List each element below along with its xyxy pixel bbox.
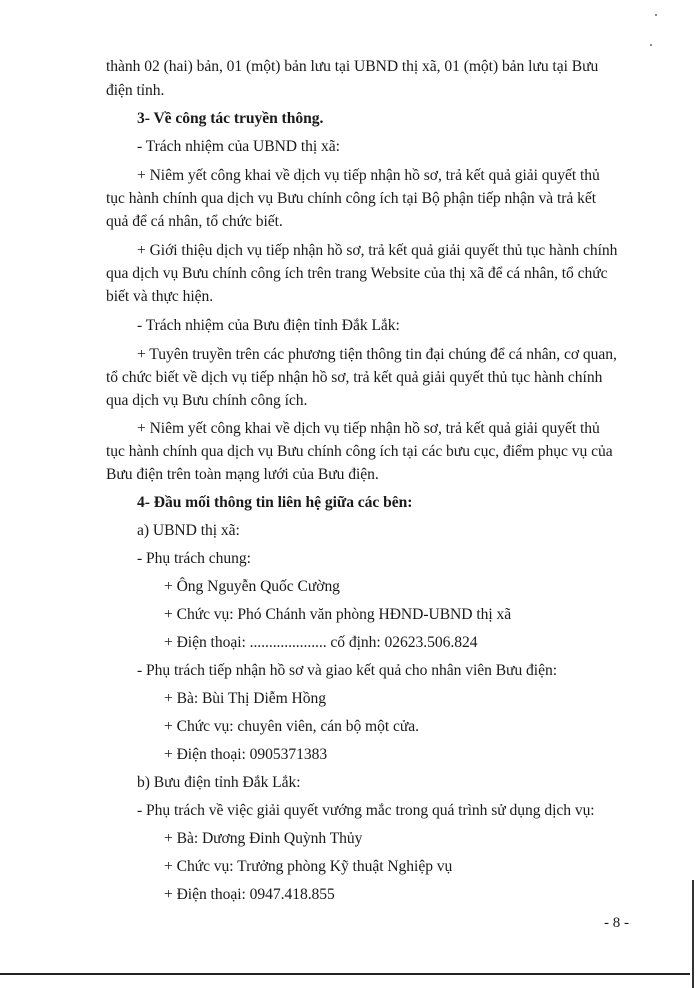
- paragraph-line: b) Bưu điện tỉnh Đắk Lắk:: [137, 774, 301, 791]
- scan-speck: [650, 44, 652, 46]
- paragraph-line: + Tuyên truyền trên các phương tiện thông tin đại chúng để cá nhân, cơ quan,: [137, 346, 617, 363]
- paragraph-line: + Niêm yết công khai về dịch vụ tiếp nhận hồ sơ, trả kết quả giải quyết thủ: [137, 420, 600, 437]
- paragraph-line: tục hành chính qua dịch vụ Bưu chính công ích tại các bưu cục, điểm phục vụ của: [106, 443, 613, 460]
- paragraph-line: thành 02 (hai) bản, 01 (một) bản lưu tại UBND thị xã, 01 (một) bản lưu tại Bưu: [106, 58, 599, 75]
- paragraph-line: + Bà: Bùi Thị Diễm Hồng: [164, 690, 326, 707]
- paragraph-line: + Điện thoại: 0947.418.855: [164, 886, 335, 903]
- paragraph-line: - Trách nhiệm của UBND thị xã:: [137, 138, 340, 155]
- paragraph-line: Bưu điện trên toàn mạng lưới của Bưu điện.: [106, 466, 379, 483]
- paragraph-line: + Chức vụ: Phó Chánh văn phòng HĐND-UBND thị xã: [164, 606, 512, 623]
- paragraph-line: + Điện thoại: .................... cố định: 02623.506.824: [164, 634, 478, 651]
- paragraph-line: + Chức vụ: Trưởng phòng Kỹ thuật Nghiệp vụ: [164, 858, 453, 875]
- page-number: - 8 -: [604, 915, 629, 931]
- paragraph-line: + Giới thiệu dịch vụ tiếp nhận hồ sơ, trả kết quả giải quyết thủ tục hành chính: [137, 242, 618, 259]
- section-heading: 3- Về công tác truyền thông.: [137, 110, 324, 127]
- paragraph-line: + Chức vụ: chuyên viên, cán bộ một cửa.: [164, 718, 419, 735]
- paragraph-line: qua dịch vụ Bưu chính công ích trên trang Website của thị xã để cá nhân, tổ chức: [106, 265, 608, 282]
- paragraph-line: - Phụ trách tiếp nhận hồ sơ và giao kết quả cho nhân viên Bưu điện:: [137, 662, 557, 679]
- section-heading: 4- Đầu mối thông tin liên hệ giữa các bên:: [137, 494, 413, 511]
- paragraph-line: + Bà: Dương Đinh Quỳnh Thủy: [164, 830, 363, 847]
- scan-bottom-line: [0, 973, 690, 975]
- paragraph-line: - Trách nhiệm của Bưu điện tỉnh Đắk Lắk:: [137, 317, 400, 334]
- paragraph-line: - Phụ trách về việc giải quyết vướng mắc trong quá trình sử dụng dịch vụ:: [137, 802, 595, 819]
- paragraph-line: quả để cá nhân, tổ chức biết.: [106, 213, 283, 230]
- paragraph-line: + Điện thoại: 0905371383: [164, 746, 328, 763]
- scan-speck: [655, 14, 657, 16]
- paragraph-line: biết và thực hiện.: [106, 288, 214, 305]
- paragraph-line: + Niêm yết công khai về dịch vụ tiếp nhận hồ sơ, trả kết quả giải quyết thủ: [137, 167, 600, 184]
- paragraph-line: - Phụ trách chung:: [137, 550, 251, 567]
- paragraph-line: tổ chức biết về dịch vụ tiếp nhận hồ sơ, trả kết quả giải quyết thủ tục hành chính: [106, 369, 603, 386]
- paragraph-line: qua dịch vụ Bưu chính công ích.: [106, 392, 308, 409]
- paragraph-line: điện tỉnh.: [106, 82, 165, 99]
- paragraph-line: + Ông Nguyễn Quốc Cường: [164, 578, 340, 595]
- paragraph-line: a) UBND thị xã:: [137, 522, 240, 539]
- scan-edge-line: [692, 880, 694, 988]
- paragraph-line: tục hành chính qua dịch vụ Bưu chính công ích tại Bộ phận tiếp nhận và trả kết: [106, 190, 596, 207]
